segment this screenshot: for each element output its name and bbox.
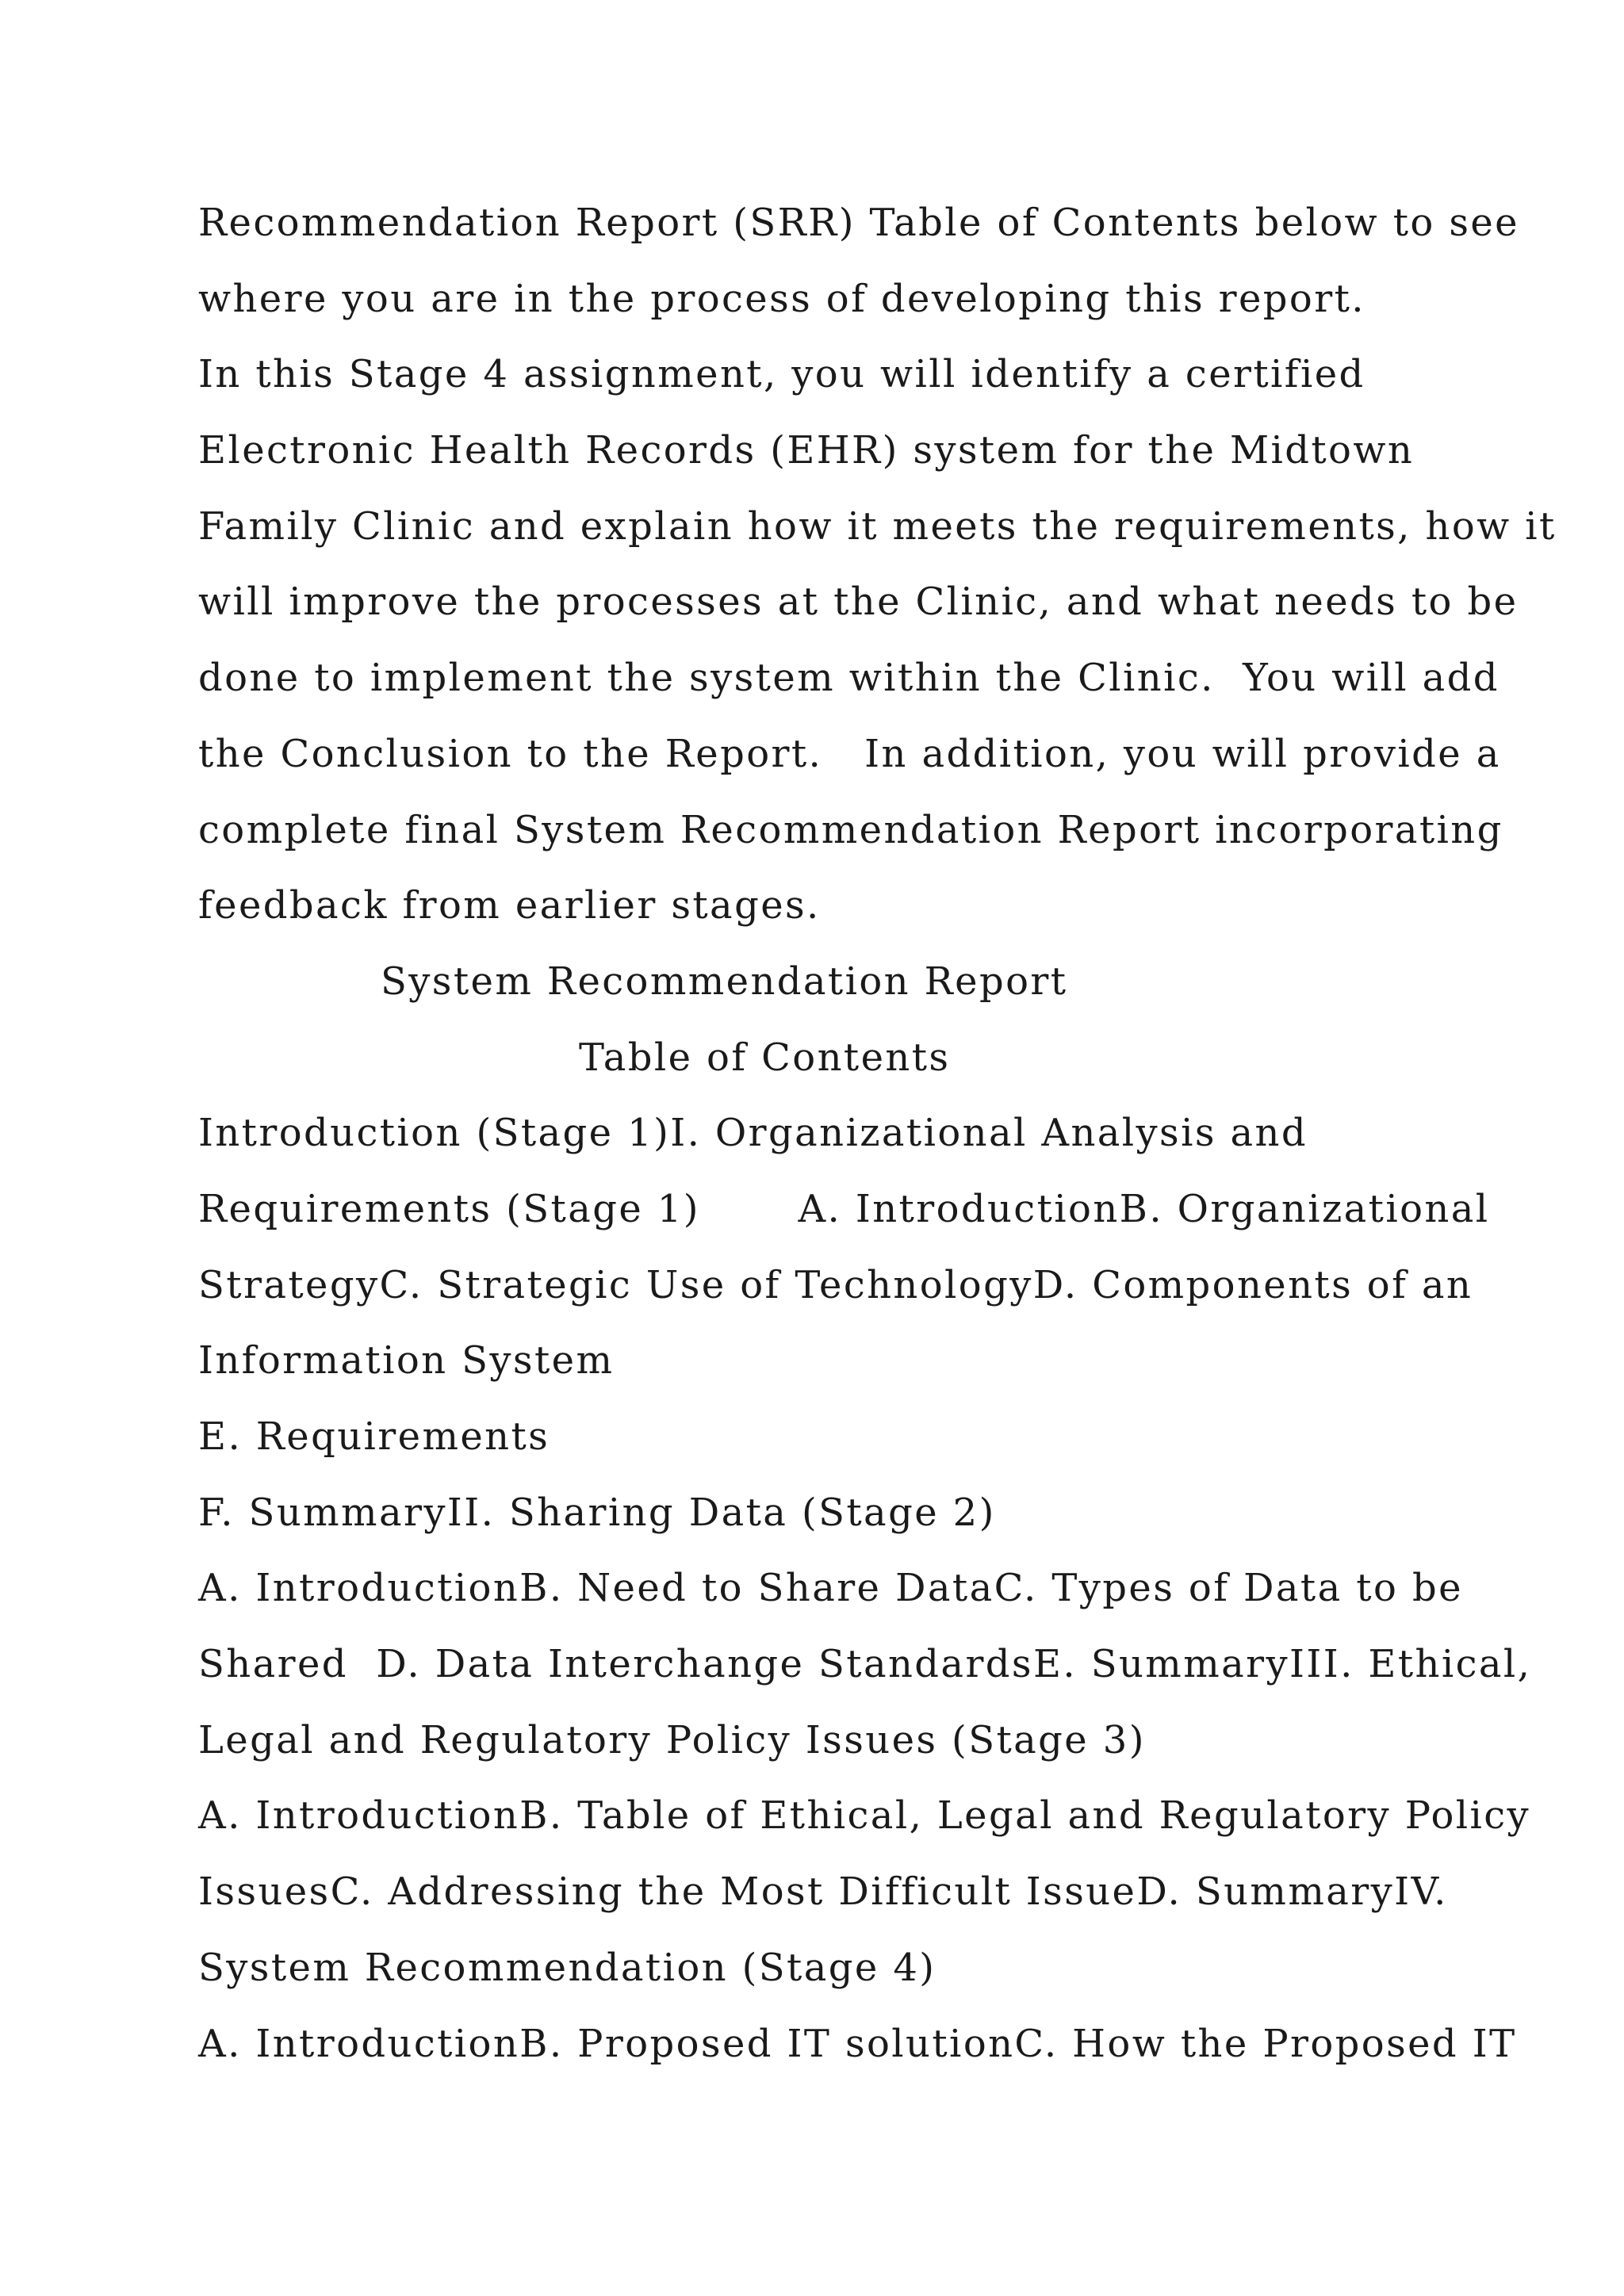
- body-text-line: complete final System Recommendation Report incorporating: [198, 807, 1503, 852]
- toc-line: IssuesC. Addressing the Most Difficult IssueD. SummaryIV.: [198, 1869, 1448, 1915]
- toc-line: System Recommendation (Stage 4): [198, 1945, 936, 1990]
- body-text-line: feedback from earlier stages.: [198, 883, 821, 928]
- toc-line: Introduction (Stage 1)I. Organizational Analysis and: [198, 1111, 1308, 1156]
- toc-line: Shared D. Data Interchange StandardsE. SummaryIII. Ethical,: [198, 1642, 1532, 1687]
- report-title: System Recommendation Report: [381, 959, 1068, 1004]
- toc-line: StrategyC. Strategic Use of TechnologyD. Components of an: [198, 1262, 1473, 1307]
- body-text-line: Recommendation Report (SRR) Table of Contents below to see: [198, 201, 1519, 245]
- toc-line: Information System: [198, 1338, 615, 1383]
- body-text-line: In this Stage 4 assignment, you will identify a certified: [198, 352, 1365, 397]
- body-text-line: where you are in the process of developing this report.: [198, 276, 1365, 321]
- body-text-line: Family Clinic and explain how it meets the requirements, how it: [198, 503, 1557, 549]
- toc-line: E. Requirements: [198, 1414, 550, 1459]
- toc-line: Legal and Regulatory Policy Issues (Stage 3): [198, 1717, 1146, 1762]
- body-text-line: the Conclusion to the Report. In addition, you will provide a: [198, 731, 1501, 776]
- toc-title: Table of Contents: [579, 1035, 951, 1080]
- document-body: [198, 192, 1557, 2088]
- body-text-line: done to implement the system within the Clinic. You will add: [198, 656, 1500, 701]
- toc-line: A. IntroductionB. Table of Ethical, Legal and Regulatory Policy: [198, 1793, 1531, 1839]
- toc-line: A. IntroductionB. Need to Share DataC. Types of Data to be: [198, 1566, 1463, 1611]
- body-text-line: Electronic Health Records (EHR) system for the Midtown: [198, 428, 1415, 473]
- toc-line: F. SummaryII. Sharing Data (Stage 2): [198, 1490, 996, 1535]
- toc-line: A. IntroductionB. Proposed IT solutionC. How the Proposed IT: [198, 2021, 1517, 2066]
- body-text-line: will improve the processes at the Clinic, and what needs to be: [198, 580, 1519, 625]
- toc-line: Requirements (Stage 1) A. IntroductionB. Organizational: [198, 1186, 1490, 1231]
